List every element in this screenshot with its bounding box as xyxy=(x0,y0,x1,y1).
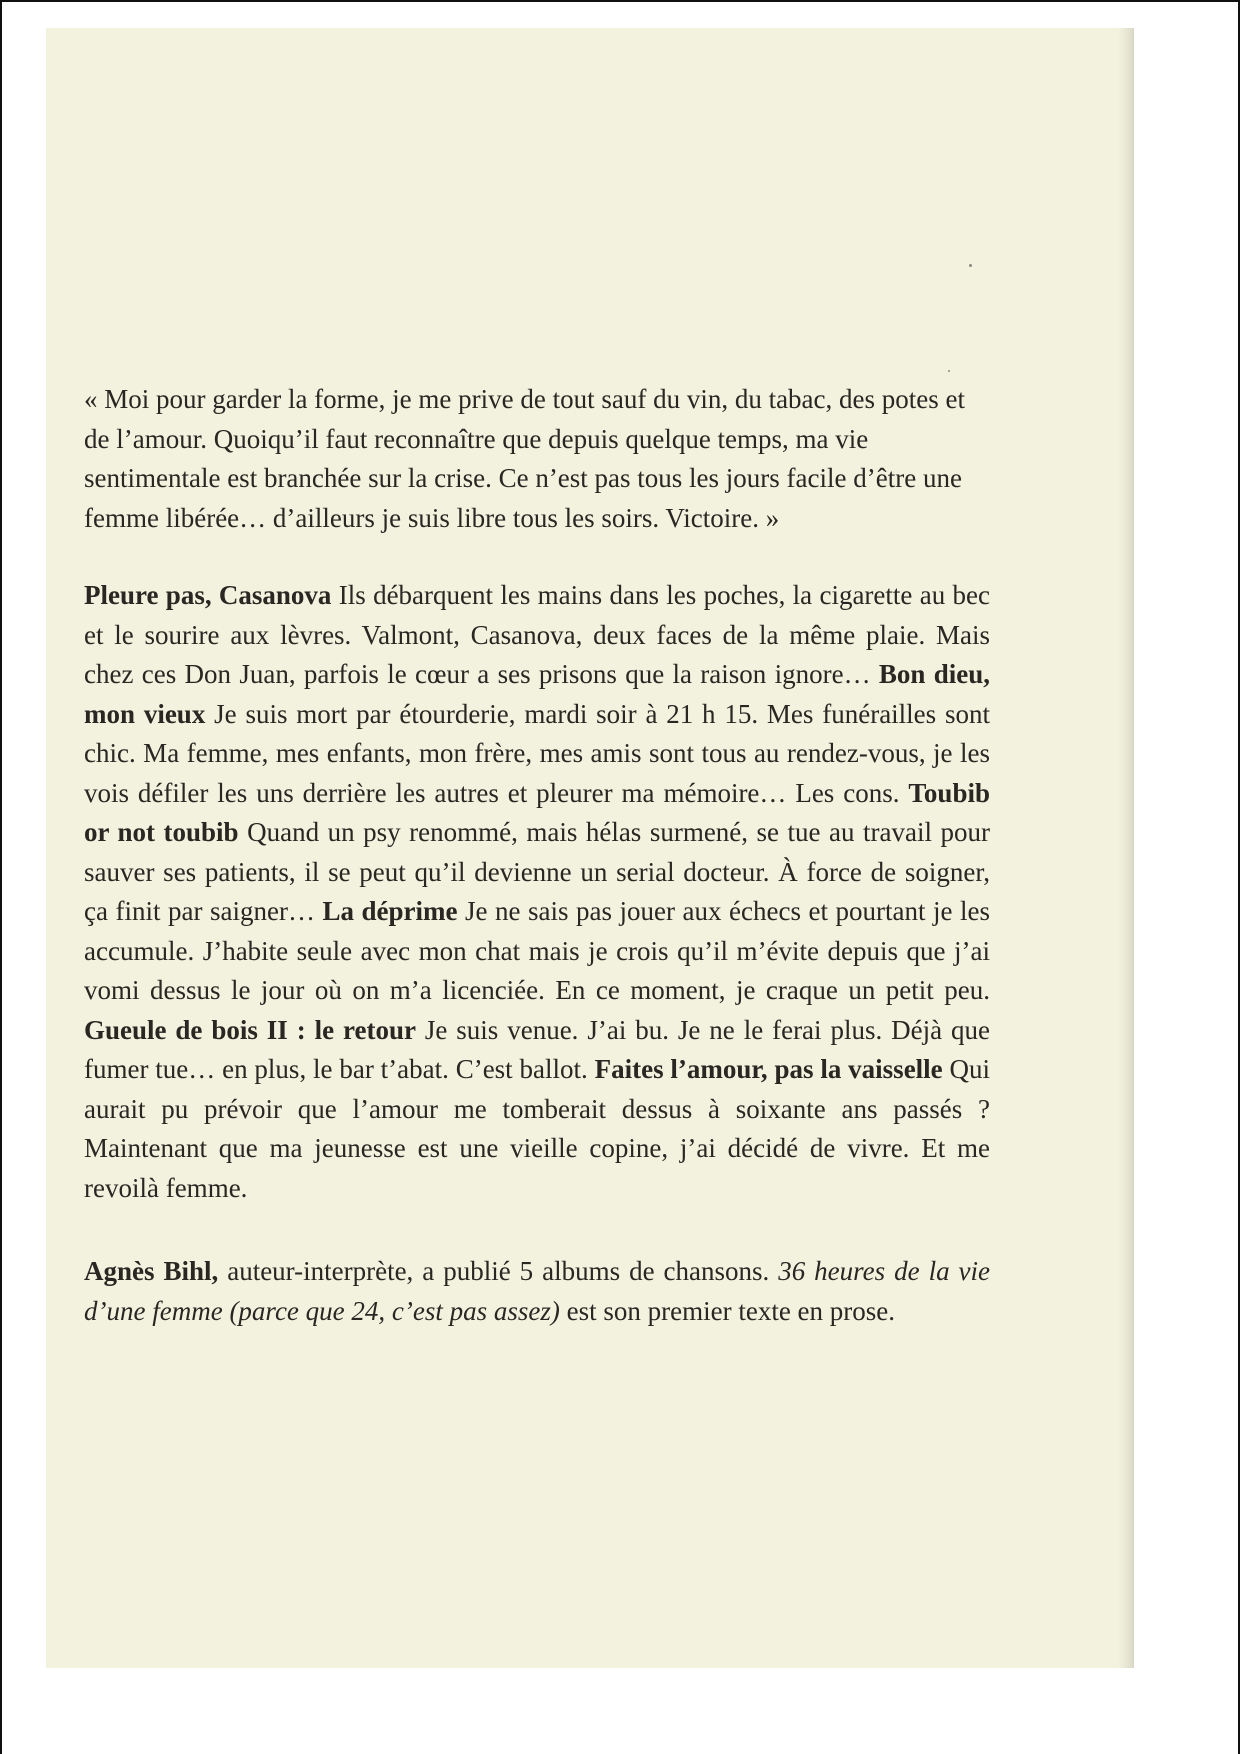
paper-speck xyxy=(948,370,950,372)
story-title: Toubib or not toubib xyxy=(84,777,990,847)
scan-border-left xyxy=(0,0,2,1754)
paper-speck xyxy=(969,264,972,267)
bio-text: est son premier texte en prose. xyxy=(559,1295,896,1326)
bio-text: auteur-interprète, a publié 5 albums de chansons. xyxy=(218,1256,779,1286)
back-cover-text xyxy=(84,380,990,1331)
story-summary: Qui aurait pu prévoir que l’amour me tomberait dessus à soixante ans passés ? Maintenant que ma jeunesse est une vieille copine, j’ai décidé de vivre. Et me revoilà femme. xyxy=(84,1054,991,1203)
story-title: Faites l’amour, pas la vaisselle xyxy=(594,1054,943,1084)
scan-border-top xyxy=(0,0,1240,2)
author-bio xyxy=(84,1252,990,1331)
story-summary: Je ne sais pas jouer aux échecs et pourtant je les accumule. J’habite seule avec mon chat mais je crois qu’il m’évite depuis que j’ai vomi dessus le jour où on m’a licenciée. En ce moment, je craque un petit peu. xyxy=(84,896,991,1005)
epigraph-quote: « Moi pour garder la forme, je me prive de tout sauf du vin, du tabac, des potes et de l’amour. Quoiqu’il faut reconnaître que depuis quelque temps, ma vie sentimentale est branchée sur la crise. Ce n’est pas tous les jours facile d’être une femme libérée… d’ailleurs je suis libre tous les soirs. Victoire. » xyxy=(84,384,965,533)
story-title: Bon dieu, mon vieux xyxy=(84,659,990,729)
story-title: Gueule de bois II : le retour xyxy=(84,1014,416,1045)
story-title: La déprime xyxy=(322,896,458,926)
story-summary: Je suis venue. J’ai bu. Je ne le ferai plus. Déjà que fumer tue… en plus, le bar t’abat. C’est ballot. xyxy=(84,1014,990,1084)
story-title: Pleure pas, Casanova xyxy=(84,580,332,610)
author-name: Agnès Bihl, xyxy=(84,1256,219,1286)
page-edge-shadow xyxy=(1118,28,1134,1668)
story-synopses xyxy=(84,576,990,1208)
story-summary: Quand un psy renommé, mais hélas surmené, se tue au travail pour sauver ses patients, il se peut qu’il devienne un serial docteur. À force de soigner, ça finit par saigner… xyxy=(84,817,991,926)
book-title: 36 heures de la vie d’une femme (parce que 24, c’est pas assez) xyxy=(84,1256,990,1326)
story-summary: Ils débarquent les mains dans les poches, la cigarette au bec et le sourire aux lèvres. Valmont, Casanova, deux faces de la même plaie. Mais chez ces Don Juan, parfois le cœur a ses prisons que la raison ignore… xyxy=(84,580,990,689)
story-summary: Je suis mort par étourderie, mardi soir à 21 h 15. Mes funérailles sont chic. Ma femme, mes enfants, mon frère, mes amis sont tous au rendez-vous, je les vois défiler les uns derrière les autres et pleurer ma mémoire… Les cons. xyxy=(84,698,990,808)
